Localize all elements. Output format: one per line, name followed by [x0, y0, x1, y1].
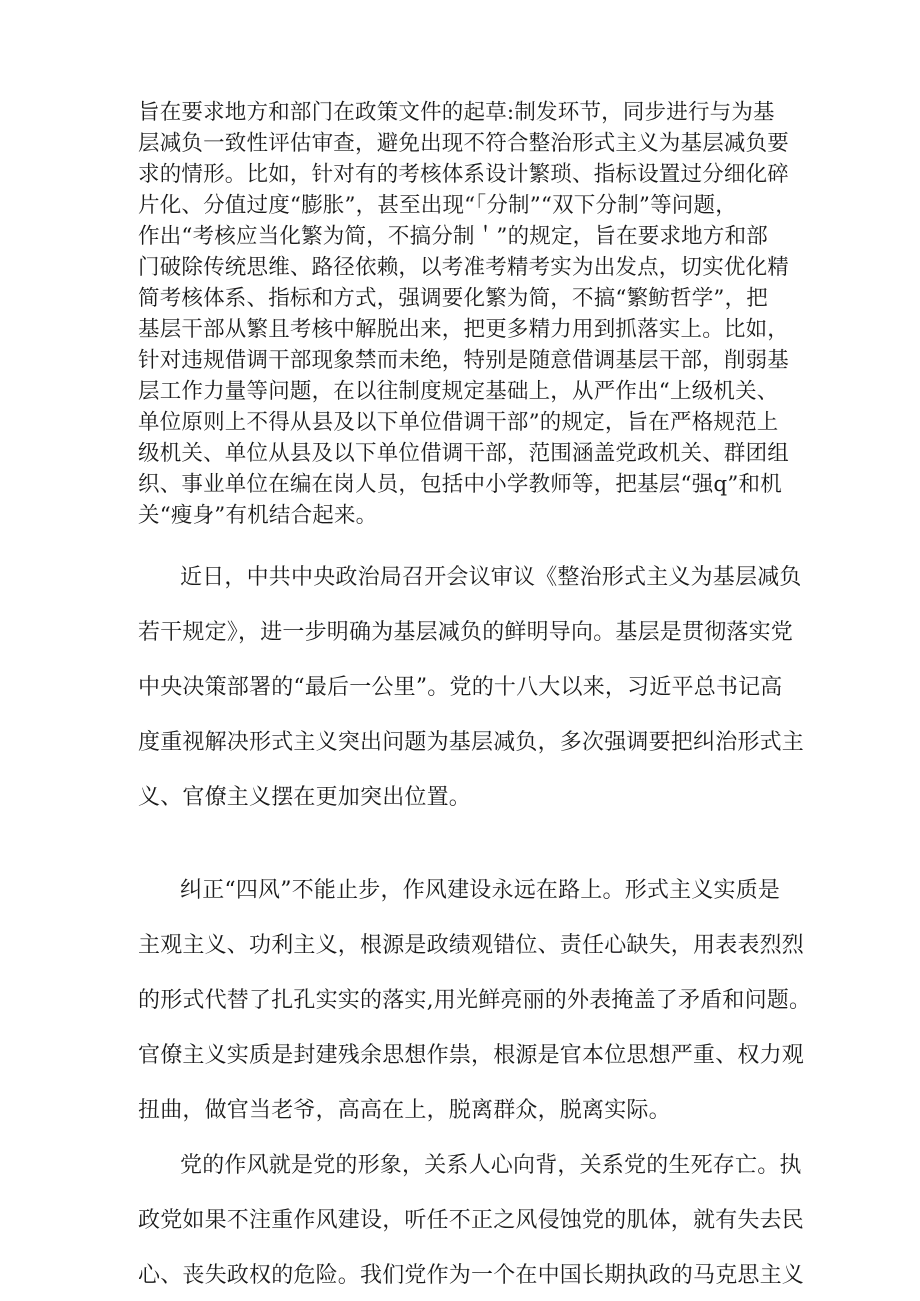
- text-line: 门破除传统思维、路径依赖，以考准考精考实为出发点，切实优化精: [138, 255, 790, 280]
- text-line: 度重视解决形式主义突出问题为基层减负，多次强调要把纠治形式主: [138, 730, 805, 755]
- text-line: 片化、分值过度“膨胀”，甚至出现“「分制”“双下分制”等问题，: [138, 193, 737, 218]
- text-line: 基层干部从繁且考核中解脱出来，把更多精力用到抓落实上。比如，: [138, 317, 790, 342]
- text-line: 旨在要求地方和部门在政策文件的起草:制发环节，同步进行与为基: [138, 100, 775, 125]
- text-line: 政党如果不注重作风建设，听任不正之风侵蚀党的肌体，就有失去民: [138, 1208, 805, 1233]
- text-line: 党的作风就是党的形象，关系人心向背，关系党的生死存亡。执: [180, 1153, 802, 1178]
- text-line: 关“瘦身”有机结合起来。: [138, 503, 378, 528]
- text-line: 中央决策部署的“最后一公里”。党的十八大以来，习近平总书记高: [138, 675, 783, 700]
- text-line: 求的情形。比如，针对有的考核体系设计繁琐、指标设置过分细化碎: [138, 162, 790, 187]
- text-line: 级机关、单位从县及以下单位借调干部，范围涵盖党政机关、群团组: [138, 441, 790, 466]
- text-line: 心、丧失政权的危险。我们党作为一个在中国长期执政的马克思主义: [138, 1263, 805, 1288]
- text-line: 层工作力量等问题，在以往制度规定基础上，从严作出“上级机关、: [138, 379, 779, 404]
- text-line: 单位原则上不得从县及以下单位借调干部”的规定，旨在严格规范上: [138, 410, 779, 435]
- text-line: 织、事业单位在编在岗人员，包括中小学教师等，把基层“强q”和机: [138, 472, 782, 497]
- text-line: 简考核体系、指标和方式，强调要化繁为简，不搞“繁鲂哲学”，把: [138, 286, 768, 311]
- text-line: 近日，中共中央政治局召开会议审议《整治形式主义为基层减负: [180, 565, 802, 590]
- text-line: 官僚主义实质是封建残余思想作祟，根源是官本位思想严重、权力观: [138, 1043, 805, 1068]
- text-line: 层减负一致性评估审查，避免出现不符合整治形式主义为基层减负要: [138, 131, 790, 156]
- text-line: 若干规定》，进一步明确为基层减负的鲜明导向。基层是贯彻落实党: [138, 620, 794, 645]
- text-line: 义、官僚主义摆在更加突出位置。: [138, 785, 472, 810]
- text-line: 扭曲，做官当老爷，高高在上，脱离群众，脱离实际。: [138, 1098, 671, 1123]
- text-line: 作出“考核应当化繁为简，不搞分制＇”的规定，旨在要求地方和部: [138, 224, 768, 249]
- text-line: 纠正“四风”不能止步，作风建设永远在路上。形式主义实质是: [180, 878, 781, 903]
- text-line: 的形式代替了扎孔实实的落实,用光鲜亮丽的外表掩盖了矛盾和问题。: [138, 988, 812, 1013]
- text-line: 针对违规借调干部现象禁而未绝，特别是随意借调基层干部，削弱基: [138, 348, 790, 373]
- text-line: 主观主义、功利主义，根源是政绩观错位、责任心缺失，用表表烈烈: [138, 933, 805, 958]
